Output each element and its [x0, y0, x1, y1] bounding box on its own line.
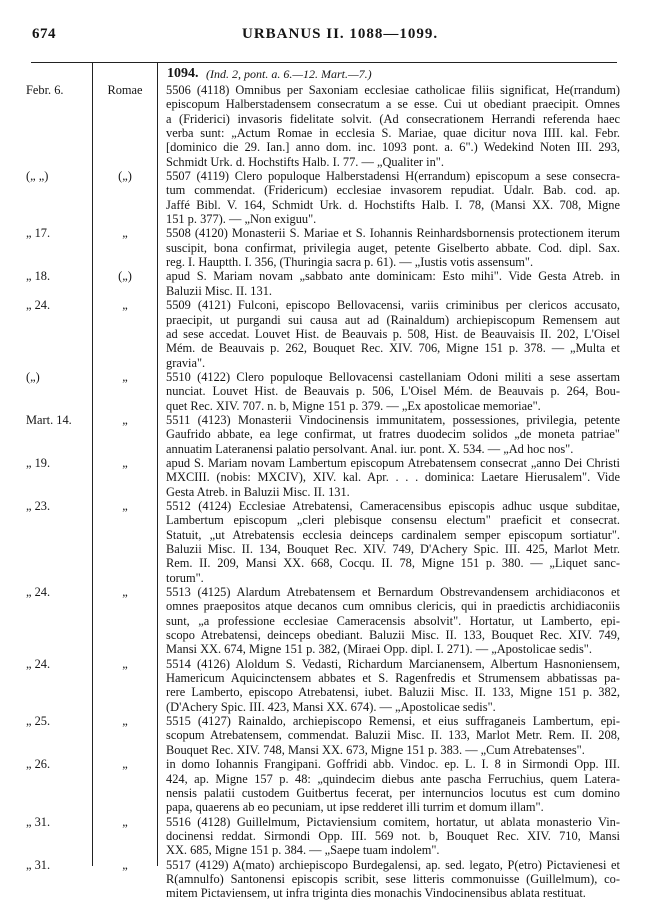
entry-text-line: R(amnulfo) Santonensi episcopis scribit, sese litteris commonuisse (Guillelmum), co-	[166, 871, 620, 886]
entry-text-line: scopum Atrebatensem, commendat. Baluzii Misc. II. 133, Marlot Metr. Rem. II. 208,	[166, 728, 620, 743]
entry-text-line: 5513 (4125) Alardum Atrebatensem et Bernardum Obstrevandensem archidiaconos et	[166, 585, 620, 600]
entry-place: „	[122, 757, 128, 772]
regest-entry	[0, 169, 650, 226]
entry-text	[166, 585, 620, 657]
entry-place: „	[122, 369, 128, 384]
entry-text-line: 5508 (4120) Monasterii S. Mariae et S. Iohannis Reinhardsbornensis protectionem iterum	[166, 226, 620, 241]
entry-text-line: ad sese accedat. Louvet Hist. de Beauvais p. 508, Hist. de Beauvaisis II. 202, L'Oisel	[166, 326, 620, 341]
entry-place: („)	[118, 269, 132, 284]
entry-text-line: Schmidt Urk. d. Hochstifts Halb. I. 77. — „Qualiter in".	[166, 154, 444, 169]
header-rule	[31, 62, 617, 63]
entry-text-line: nensis palatii custodem Guitbertus fecerat, per internuncios locutus est cum domino	[166, 785, 620, 800]
entry-text	[166, 815, 620, 858]
entry-place: „	[122, 498, 128, 513]
year-heading	[0, 66, 650, 83]
entry-date: „ 24.	[26, 585, 51, 600]
entry-date: Febr. 6.	[26, 83, 64, 97]
entry-text	[166, 298, 620, 370]
entry-text-line: sunt, „a professione ecclesiae Cameracensis absolvit". Hortatur, ut Lamberto, epi-	[166, 613, 620, 628]
entry-date: „ 23.	[26, 498, 51, 513]
entry-text-line: nunciat. Louvet Hist. de Beauvais p. 506, L'Oisel Mém. de Beauvais p. 264, Bou-	[166, 384, 620, 399]
entry-text-line: quet Rec. XIV. 707. n. b, Migne 151 p. 379. — „Ex apostolicae memoriae".	[166, 398, 541, 413]
regest-entry	[0, 413, 650, 456]
entry-place: („)	[118, 169, 132, 184]
entry-text-line: mitem Pictaviensem, ut infra triginta dies monachis Vindocinensibus ablata restituat.	[166, 886, 586, 901]
entry-place: „	[122, 226, 128, 241]
entry-text-line: annuatim Lateranensi palatio persolvant. Anal. iur. pont. X. 534. — „Ad hoc nos".	[166, 441, 574, 456]
year-number: 1094.	[167, 66, 199, 81]
entry-text-line: papa, quaerens ab eo pecuniam, ut ipse redderet illi turrim et domum illam".	[166, 800, 544, 815]
entry-text-line: scopo Atrebatensi, deinceps obediant. Baluzii Misc. II. 133, Bouquet Rec. XIV. 749,	[166, 628, 620, 643]
entry-text-line: 424, ap. Migne 157 p. 48: „quindecim diebus ante pascha Ferruchius, quem Latera-	[166, 771, 620, 786]
entry-text	[166, 226, 620, 269]
entry-text	[166, 269, 620, 298]
entry-date: „ 25.	[26, 714, 51, 729]
entry-text-line: Gesta Atreb. in Baluzii Misc. II. 131.	[166, 484, 350, 499]
entry-date: „ 18.	[26, 269, 51, 284]
entry-place: „	[122, 298, 128, 313]
entry-text-line: 5516 (4128) Guillelmum, Pictaviensium comitem, hortatur, ut ablata monasterio Vin-	[166, 814, 620, 829]
entry-date: „ 31.	[26, 814, 51, 829]
entry-text-line: Mansi XX. 674, Migne 151 p. 382, (Miraei Opp. dipl. I. 271). — „Apostolicae sedis".	[166, 642, 592, 657]
entry-text-line: apud S. Mariam novam „sabbato ante dominicam: Esto mihi". Vide Gesta Atreb. in	[166, 269, 620, 284]
entry-text-line: apud S. Mariam novam Lambertum episcopum Atrebatensem consecrat „anno Dei Christi	[166, 455, 620, 470]
regest-entry	[0, 370, 650, 413]
entry-place: „	[122, 714, 128, 729]
entry-date: „ 26.	[26, 757, 51, 772]
entry-text-line: 5515 (4127) Rainaldo, archiepiscopo Remensi, et eius suffraganeis Lambertum, epi-	[166, 714, 620, 729]
entry-date: Mart. 14.	[26, 412, 72, 427]
entry-date: „ 24.	[26, 656, 51, 671]
page-header	[32, 26, 618, 46]
entry-date: („)	[26, 369, 40, 384]
regesta-entries	[0, 66, 650, 901]
page-number: 674	[32, 26, 56, 42]
entry-text-line: rere Lamberto, episcopo Atrebatensi, iubet. Baluzii Misc. II. 133, Migne 151 p. 382,	[166, 685, 620, 700]
entry-text	[166, 83, 620, 169]
entry-text-line: tum commendat. (Fridericum) ecclesiae invasorem repudiat. Udalr. Bab. cod. ap.	[166, 183, 620, 198]
entry-text-line: 5509 (4121) Fulconi, episcopo Bellovacensi, variis criminibus per clericos accusato,	[166, 298, 620, 313]
year-indiction: (Ind. 2, pont. a. 6.—12. Mart.—7.)	[206, 67, 372, 81]
entry-text	[166, 657, 620, 714]
entry-text-line: praecipit, ut purgandi sui causa aut ad (Rainaldum) archiepiscopum Remensem aut	[166, 312, 620, 327]
entry-place: „	[122, 656, 128, 671]
entry-text-line: 5511 (4123) Monasterii Vindocinensis immunitatem, possessiones, privilegia, petente	[166, 412, 620, 427]
entry-text-line: suscipit, bona confirmat, privilegia auget, petente Giselberto abbate. Cod. dipl. Sax.	[166, 240, 620, 255]
regest-entry	[0, 456, 650, 499]
entry-text	[166, 169, 620, 226]
entry-text	[166, 499, 620, 585]
regest-entry	[0, 858, 650, 901]
entry-date: „ 24.	[26, 298, 51, 313]
entry-text-line: Baluzii Misc. II. 134, Bouquet Rec. XIV. 749, D'Achery Spic. III. 425, Marlot Metr.	[166, 542, 620, 556]
regest-entry	[0, 815, 650, 858]
regest-entry	[0, 499, 650, 585]
running-title: URBANUS II. 1088—1099.	[242, 26, 439, 42]
entry-text-line: Bouquet Rec. XIV. 748, Mansi XX. 673, Migne 151 p. 383. — „Cum Atrebatenses".	[166, 742, 585, 757]
entry-text-line: 5506 (4118) Omnibus per Saxoniam ecclesiae catholicae filiis significat, He(rrandum)	[166, 83, 620, 97]
entry-text-line: Gaufrido abbate, ea lege confirmat, ut fratres duodecim solidos „de moneta patriae"	[166, 427, 620, 442]
entry-text-line: (D'Achery Spic. III. 423, Mansi XX. 674). — „Apostolicae sedis".	[166, 699, 496, 714]
entry-text-line: gravia".	[166, 355, 206, 370]
entry-place: „	[122, 814, 128, 829]
entry-date: („ „)	[26, 169, 49, 184]
entry-text-line: Rem. II. 209, Mansi XX. 668, Cocqu. II. 78, Migne 151 p. 380. — „Liquet sanc-	[166, 556, 620, 571]
regest-entry	[0, 757, 650, 814]
entry-text-line: 5512 (4124) Ecclesiae Atrebatensi, Cameracensibus episcopis adhuc usque subditae,	[166, 498, 620, 513]
entry-text-line: verba sunt: „Actum Romae in ecclesia S. Mariae, quae dicitur nova IIII. kal. Febr.	[166, 126, 620, 141]
entry-place: „	[122, 455, 128, 470]
entry-text-line: docinensi reddat. Sirmondi Opp. III. 569 not. b, Bouquet Rec. XIV. 710, Mansi	[166, 828, 620, 843]
entry-text-line: a (Friderici) invasoris fidelitate solvit. (Ad consecrationem Herrandi referenda haec	[166, 111, 620, 126]
entry-text-line: Jaffé Bibl. V. 164, Schmidt Urk. d. Hochstifts Halb. I. 78, (Mansi XX. 708, Migne	[166, 197, 620, 212]
entry-text-line: episcopum Halberstadensem consecratum a se esse. Cui ut obediant praecipit. Omnes	[166, 97, 620, 112]
entry-text	[166, 757, 620, 814]
entry-text	[166, 413, 620, 456]
entry-text-line: XX. 685, Migne 151 p. 384. — „Saepe tuam indolem".	[166, 843, 440, 858]
entry-text-line: 5514 (4126) Aloldum S. Vedasti, Richardum Marcianensem, Albertum Hasnoniensem,	[166, 656, 620, 671]
entry-text	[166, 714, 620, 757]
entry-text-line: Mém. de Beauvais p. 262, Bouquet Rec. XIV. 706, Migne 151 p. 378. — „Multa et	[166, 341, 620, 356]
entry-text-line: Lambertum episcopum „cleri plebisque consensu electum" praeficit et consecrat.	[166, 513, 620, 528]
regest-entry	[0, 657, 650, 714]
entry-text-line: Statuit, „ut Atrebatensis ecclesia deinceps cardinalem semper episcopum sortiatur".	[166, 527, 620, 542]
regest-entry	[0, 83, 650, 169]
entry-text-line: 5510 (4122) Clero populoque Bellovacensi castellaniam Odoni militi a sese assertam	[166, 369, 620, 384]
entry-text-line: Hamericum Aquicinctensem abbates et S. Ragenfredis et Strumensem abbatissas pa-	[166, 671, 620, 686]
entry-text-line: MXCIII. (nobis: MXCIV), XIV. kal. Apr. . . . dominica: Laetare Hierusalem". Vide	[166, 470, 620, 485]
entry-text-line: reg. I. Hauptth. I. 356, (Thuringia sacra p. 61). — „Iustis votis assensum".	[166, 255, 534, 270]
entry-text-line: 151 p. 377). — „Non exiguu".	[166, 212, 317, 227]
entry-date: „ 17.	[26, 226, 51, 241]
regest-entry	[0, 226, 650, 269]
entry-text-line: 5507 (4119) Clero populoque Halberstadensi H(errandum) episcopum a sese consecra-	[166, 169, 620, 184]
entry-place: „	[122, 857, 128, 872]
entry-text-line: omnes praepositos atque decanos cum omnibus clericis, qui in praedictis archidiaconiis	[166, 599, 620, 614]
regest-entry	[0, 298, 650, 370]
entry-text	[166, 858, 620, 901]
entry-text-line: in domo Iohannis Frangipani. Goffridi abb. Vindoc. ep. L. I. 8 in Sirmondi Opp. III.	[166, 757, 620, 772]
entry-text-line: [dominico die 29. Ian.] anno dom. inc. 1093 pont. a. 6".) Wedekind Noten III. 293,	[166, 140, 620, 155]
entry-date: „ 31.	[26, 857, 51, 872]
entry-place: „	[122, 412, 128, 427]
entry-place: Romae	[107, 83, 143, 97]
entry-text	[166, 456, 620, 499]
entry-text-line: 5517 (4129) A(mato) archiepiscopo Burdegalensi, ap. sed. legato, P(etro) Pictavienesi et	[166, 857, 620, 872]
regest-entry	[0, 585, 650, 657]
entry-text-line: torum".	[166, 570, 204, 585]
entry-place: „	[122, 585, 128, 600]
regest-entry	[0, 269, 650, 298]
entry-text	[166, 370, 620, 413]
regest-entry	[0, 714, 650, 757]
entry-text-line: Baluzii Misc. II. 131.	[166, 283, 272, 298]
entry-date: „ 19.	[26, 455, 51, 470]
